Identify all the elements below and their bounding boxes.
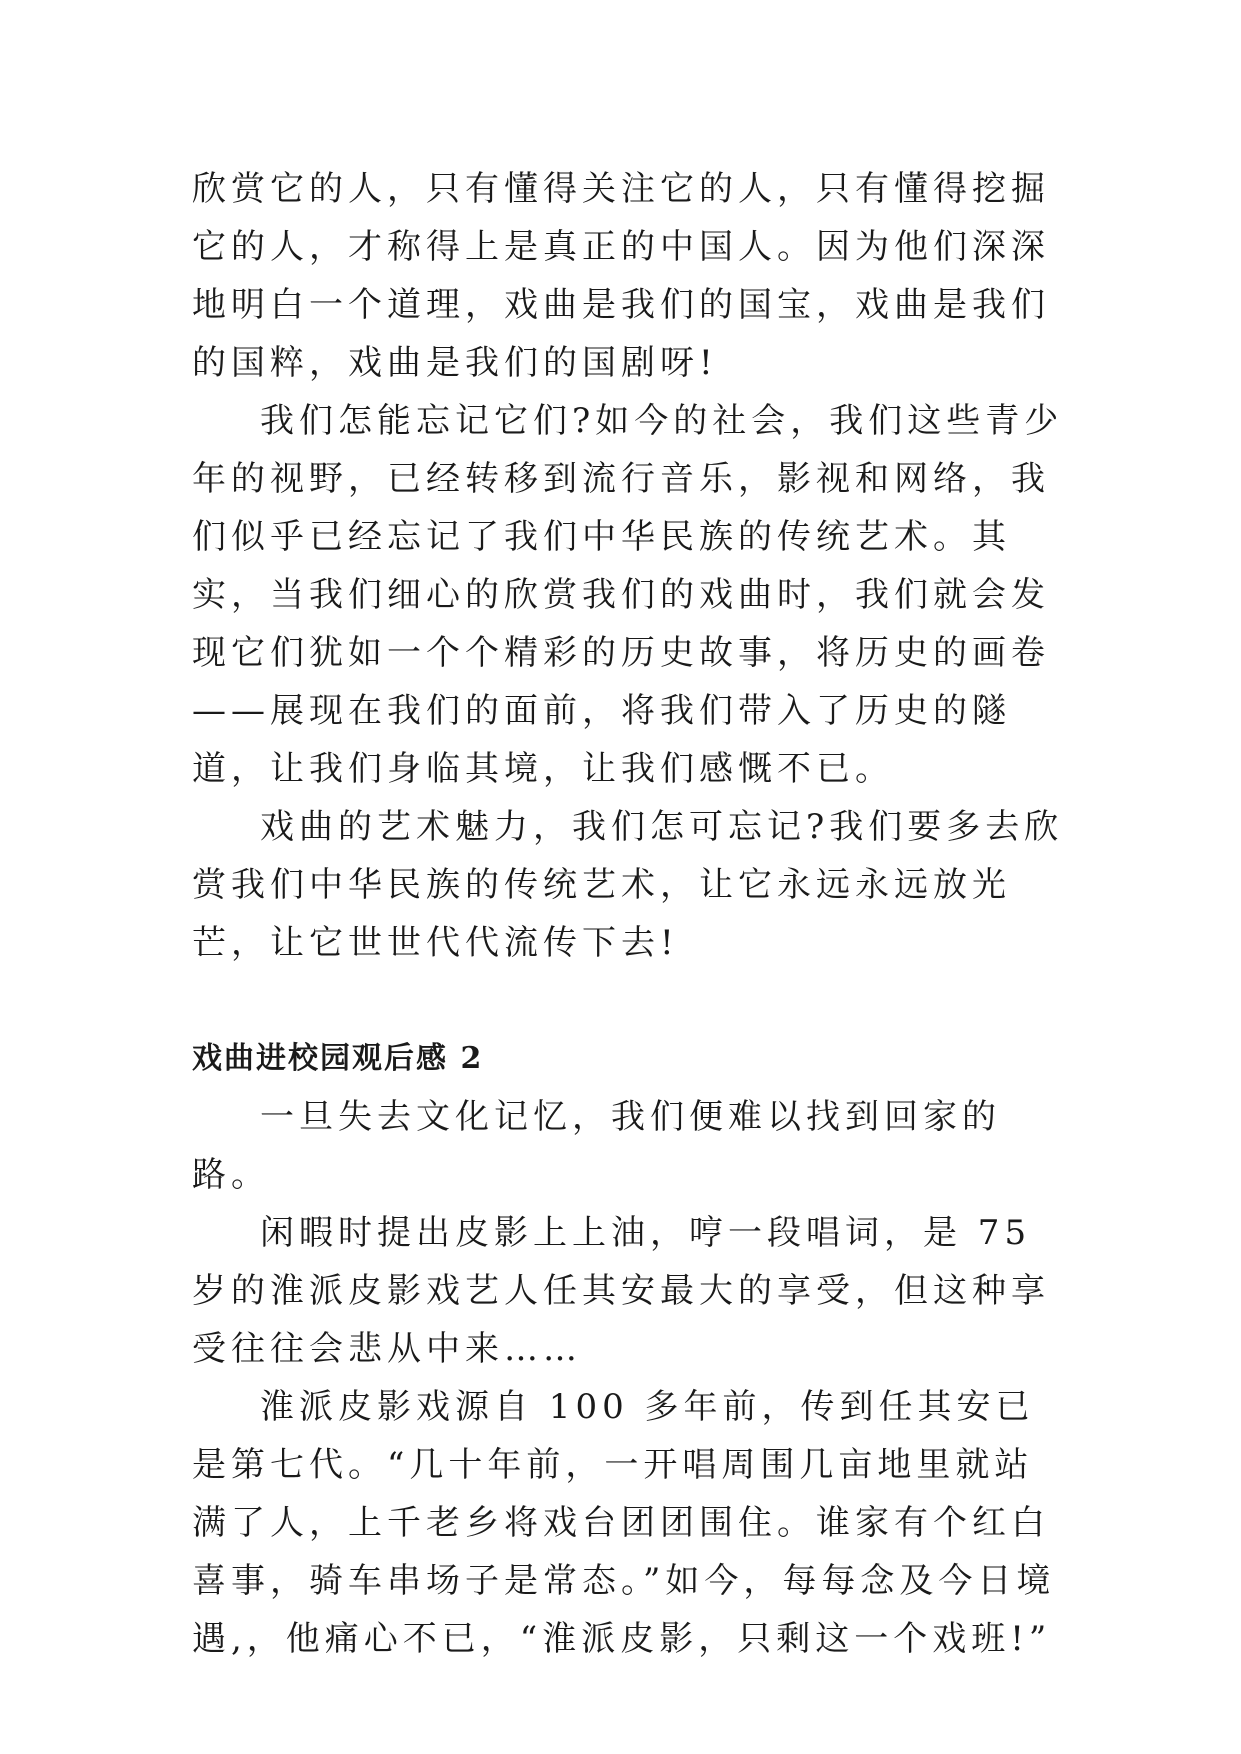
section-spacer xyxy=(192,972,1072,1030)
paragraph-2: 我们怎能忘记它们?如今的社会，我们这些青少年的视野，已经转移到流行音乐，影视和网络，我们似乎已经忘记了我们中华民族的传统艺术。其实，当我们细心的欣赏我们的戏曲时，我们就会发现它们犹如一个个精彩的历史故事，将历史的画卷——展现在我们的面前，将我们带入了历史的隧道，让我们身临其境，让我们感慨不已。 xyxy=(192,401,1064,789)
paragraph-1: 欣赏它的人，只有懂得关注它的人，只有懂得挖掘它的人，才称得上是真正的中国人。因为他们深深地明白一个道理，戏曲是我们的国宝，戏曲是我们的国粹，戏曲是我们的国剧呀! xyxy=(192,169,1050,383)
paragraph-4: 一旦失去文化记忆，我们便难以找到回家的路。 xyxy=(192,1097,1001,1195)
section-title: 戏曲进校园观后感 2 xyxy=(192,1041,484,1076)
document-body xyxy=(192,160,1072,1668)
paragraph-5: 闲暇时提出皮影上上油，哼一段唱词，是 75 岁的淮派皮影戏艺人任其安最大的享受，但这种享受往往会悲从中来…… xyxy=(192,1213,1050,1369)
paragraph-6: 淮派皮影戏源自 100 多年前，传到任其安已是第七代。“几十年前，一开唱周围几亩地里就站满了人，上千老乡将戏台团团围住。谁家有个红白喜事，骑车串场子是常态。”如今，每每念及今日境遇,，他痛心不已，“淮派皮影，只剩这一个戏班!” xyxy=(192,1387,1056,1659)
paragraph-3: 戏曲的艺术魅力，我们怎可忘记?我们要多去欣赏我们中华民族的传统艺术，让它永远永远放光芒，让它世世代代流传下去! xyxy=(192,807,1064,963)
